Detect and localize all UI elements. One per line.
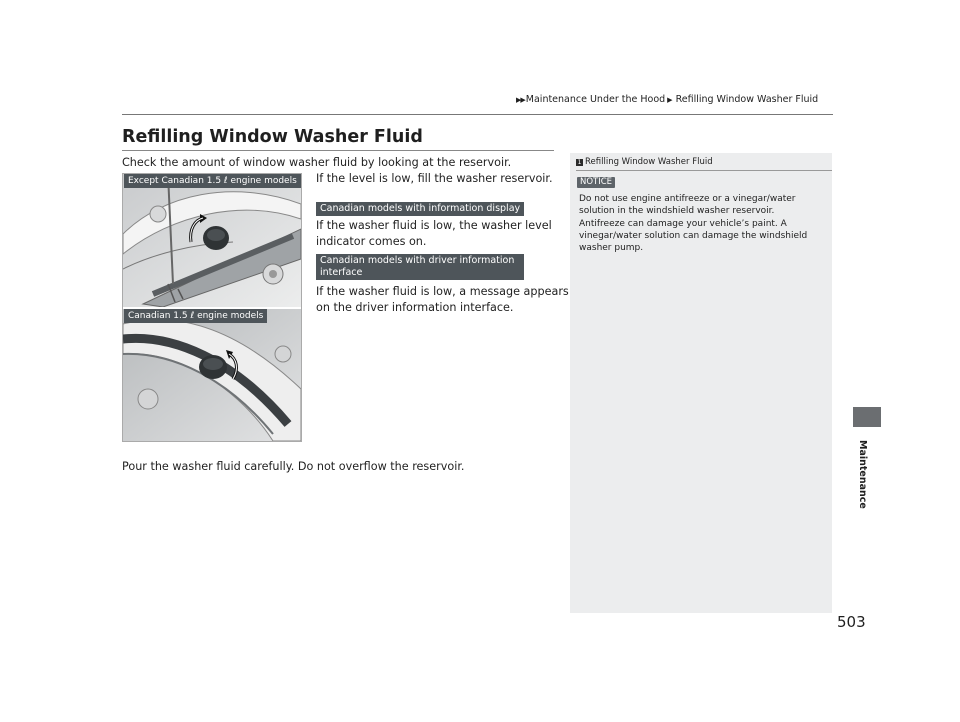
page-number: 503 bbox=[837, 613, 866, 631]
header-rule bbox=[122, 114, 833, 115]
breadcrumb-separator-icon: ▶ bbox=[667, 95, 673, 104]
item-3-tag-line-1: Canadian models with driver information bbox=[320, 255, 515, 266]
image-label-top: Except Canadian 1.5 ℓ engine models bbox=[124, 174, 301, 188]
item-1-text: If the level is low, fill the washer reservoir. bbox=[316, 172, 553, 185]
item-3-line-2: on the driver information interface. bbox=[316, 301, 514, 314]
caution-text: Pour the washer fluid carefully. Do not overflow the reservoir. bbox=[122, 460, 465, 473]
notice-line: vinegar/water solution can damage the windshield bbox=[579, 230, 808, 241]
sidebar-title bbox=[576, 157, 713, 167]
breadcrumb-section[interactable]: Maintenance Under the Hood bbox=[525, 94, 666, 105]
item-2-tag: Canadian models with information display bbox=[316, 202, 524, 216]
washer-reservoir-photo bbox=[122, 173, 302, 442]
notice-line: washer pump. bbox=[579, 243, 644, 254]
engine-bay-illustration bbox=[123, 174, 301, 441]
item-3-tag bbox=[316, 254, 524, 280]
item-3-tag-line-2: interface bbox=[320, 267, 363, 278]
image-label-bottom: Canadian 1.5 ℓ engine models bbox=[124, 309, 267, 323]
notice-line: Antifreeze can damage your vehicle’s paint. A bbox=[579, 218, 787, 229]
chapter-tab-label bbox=[854, 440, 868, 520]
item-3-line-1: If the washer fluid is low, a message appears bbox=[316, 285, 569, 298]
item-2-line-2: indicator comes on. bbox=[316, 235, 427, 248]
item-2-line-1: If the washer fluid is low, the washer level bbox=[316, 219, 552, 232]
notice-badge: NOTICE bbox=[577, 177, 615, 188]
sidebar-title-text: Refilling Window Washer Fluid bbox=[585, 157, 713, 167]
chapter-tab[interactable] bbox=[853, 407, 881, 427]
sidebar-rule bbox=[576, 170, 832, 171]
breadcrumb-arrow-icon: ▶▶ bbox=[516, 95, 525, 104]
breadcrumb-topic[interactable]: Refilling Window Washer Fluid bbox=[675, 94, 819, 105]
page-title: Refilling Window Washer Fluid bbox=[122, 127, 423, 147]
notice-line: Do not use engine antifreeze or a vinegar/water bbox=[579, 194, 796, 204]
chapter-tab-label-text: Maintenance bbox=[857, 440, 868, 509]
notice-text bbox=[579, 193, 807, 254]
intro-text: Check the amount of window washer fluid by looking at the reservoir. bbox=[122, 156, 512, 169]
reference-marker-icon: 1 bbox=[577, 158, 582, 166]
title-rule bbox=[122, 150, 554, 151]
breadcrumb bbox=[516, 94, 818, 105]
notice-line: solution in the windshield washer reservoir. bbox=[579, 206, 775, 217]
